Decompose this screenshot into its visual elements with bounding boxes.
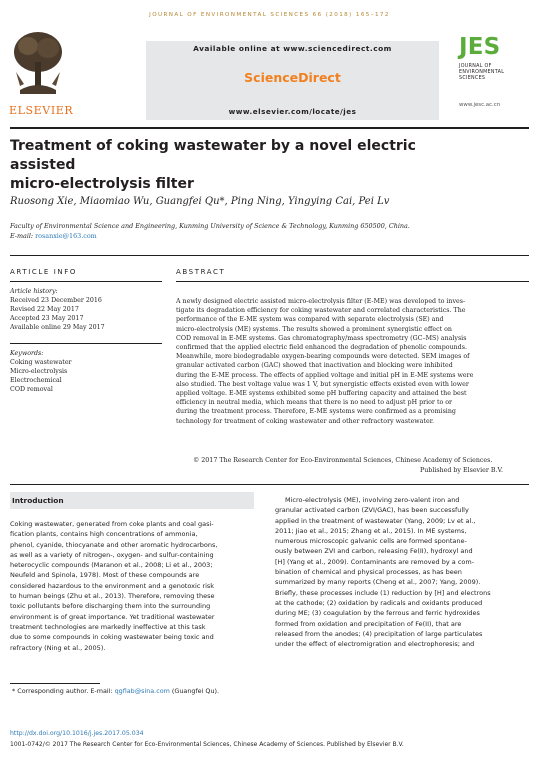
jes-sub-line: SCIENCES <box>459 76 486 82</box>
article-info-rule <box>10 281 162 282</box>
title-line: Treatment of coking wastewater by a novel electric assisted <box>10 138 416 173</box>
body-text-line: under the effect of electromigration and electrophoresis; and <box>275 640 475 649</box>
abstract-line: Meanwhile, more biodegradable oxygen-bearing compounds were detected. SEM images of <box>176 353 470 361</box>
abstract-line: also studied. The best voltage value was 1 V, but synergistic effects existed even with lower <box>176 380 469 388</box>
abstract-body <box>176 297 520 426</box>
jes-logo-subtitle <box>459 64 504 83</box>
abstract-line: confirmed that the applied electric field enhanced the degradation of phenolic compounds. <box>176 344 467 352</box>
corresponding-author-footnote <box>12 687 219 695</box>
body-text-line: Coking wastewater, generated from coke plants and coal gasi- <box>10 520 214 528</box>
abstract-line: micro-electrolysis (ME) systems. The results showed a prominent synergistic effect on <box>176 325 452 333</box>
body-text-line: environment is of great importance. Yet traditional wastewater <box>10 612 215 621</box>
body-text-line: numerous microscopic galvanic cells are formed spontane- <box>275 537 467 546</box>
elsevier-wordmark: ELSEVIER <box>9 104 74 117</box>
footnote-email-link[interactable]: qgflab@sina.com <box>114 687 170 695</box>
article-info-heading: ARTICLE INFO <box>10 268 77 276</box>
body-text-line: 2011; Jiao et al., 2015; Zhang et al., 2015). In ME systems, <box>275 526 467 535</box>
abstract-line: A newly designed electric assisted micro-electrolysis filter (E-ME) was developed to inves- <box>176 298 466 305</box>
abstract-rule <box>176 281 529 282</box>
body-text-line: ously between ZVI and carbon, releasing Fe(II), hydroxyl and <box>275 547 473 556</box>
body-text-line: to human beings (Zhu et al., 2013). Therefore, removing these <box>10 592 215 601</box>
keyword-item: COD removal <box>10 386 53 393</box>
jes-url[interactable]: www.jesc.ac.cn <box>459 102 501 108</box>
abstract-published-by: Published by Elsevier B.V. <box>420 467 503 474</box>
keyword-item: Micro-electrolysis <box>10 368 68 375</box>
abstract-line: COD removal in E-ME systems. Gas chromatography/mass spectrometry (GC–MS) analysis <box>176 334 467 342</box>
body-text-line: Neufeld and Spinola, 1978). Most of these compounds are <box>10 571 200 580</box>
body-text-line: fication plants, contains high concentrations of ammonia, <box>10 530 198 539</box>
article-history <box>10 287 162 332</box>
footnote-rule <box>10 683 100 684</box>
affiliation <box>10 222 529 241</box>
keywords-rule <box>10 343 162 344</box>
keyword-item: Coking wastewater <box>10 359 72 366</box>
article-title <box>10 137 480 194</box>
abstract-line: technology for treatment of coking wastewater and other refractory wastewater. <box>176 417 435 425</box>
body-text-line: summarized by many reports (Cheng et al., 2007; Yang, 2009). <box>275 578 481 587</box>
jes-sub-line: JOURNAL OF <box>459 64 492 69</box>
body-text-line: applied in the treatment of wastewater (Yang, 2009; Lv et al., <box>275 516 476 525</box>
title-line: micro-electrolysis filter <box>10 176 194 192</box>
body-text-line: Micro-electrolysis (ME), involving zero-valent iron and <box>285 496 460 504</box>
keyword-item: Electrochemical <box>10 377 62 384</box>
keywords-label: Keywords: <box>10 350 44 357</box>
history-item: Revised 22 May 2017 <box>10 306 79 313</box>
issn-copyright-line: 1001-0742/© 2017 The Research Center for Eco-Environmental Sciences, Chinese Academy of Sciences. Published by Elsevier B.V. <box>10 741 404 748</box>
author-list: Ruosong Xie, Miaomiao Wu, Guangfei Qu*, Ping Ning, Yingying Cai, Pei Lv <box>10 196 390 207</box>
body-text-line: [H] (Yang et al., 2009). Contaminants are removed by a com- <box>275 557 475 566</box>
sciencedirect-logo[interactable]: ScienceDirect <box>244 70 341 85</box>
affiliation-divider <box>10 255 529 256</box>
abstract-line: applied voltage. E-ME systems exhibited some pH buffering capacity and attained the best <box>176 390 467 398</box>
abstract-heading: ABSTRACT <box>176 268 226 276</box>
history-label: Article history: <box>10 288 58 295</box>
body-text-line: treatment technologies are markedly ineffective at this task <box>10 622 206 631</box>
banner-available-online[interactable]: Available online at www.sciencedirect.com <box>193 44 392 53</box>
banner-journal-url[interactable]: www.elsevier.com/locate/jes <box>228 107 357 116</box>
running-head: JOURNAL OF ENVIRONMENTAL SCIENCES 66 (2018) 165–172 <box>149 12 390 18</box>
abstract-line: tigate its degradation efficiency for coking wastewater and correlated characteristics. The <box>176 307 466 315</box>
body-text-line: at the cathode; (2) oxidation by radicals and oxidants produced <box>275 598 483 607</box>
body-text-line: toxic pollutants before discharging them into the surrounding <box>10 602 211 611</box>
header-divider <box>10 127 529 129</box>
body-text-line: granular activated carbon (ZVI/GAC), has been successfully <box>275 506 469 515</box>
introduction-left-column <box>10 519 258 653</box>
body-text-line: as well as a variety of nitrogen-, oxygen- and sulfur-containing <box>10 550 214 559</box>
keywords <box>10 349 162 394</box>
abstract-line: performance of the E-ME system was compared with separate electrolysis (SE) and <box>176 316 444 324</box>
body-text-line: Briefly, these processes include (1) reduction by [H] and electrons <box>275 588 491 597</box>
history-item: Received 23 December 2016 <box>10 297 102 304</box>
body-text-line: formed from oxidation and precipitation of Fe(II), that are <box>275 619 462 628</box>
introduction-right-column <box>275 495 529 649</box>
body-text-line: due to some compounds in coking wastewater being toxic and <box>10 633 214 642</box>
abstract-line: during the E-ME process. The effects of applied voltage and initial pH in E-ME systems were <box>176 371 474 379</box>
introduction-heading: Introduction <box>12 496 64 505</box>
abstract-line: granular activated carbon (GAC) showed that inactivation and blocking were inhibited <box>176 362 453 370</box>
doi-link[interactable]: http://dx.doi.org/10.1016/j.jes.2017.05.034 <box>10 730 144 737</box>
elsevier-tree-logo <box>10 28 66 98</box>
body-text-line: during ME; (3) coagulation by the ferrous and ferric hydroxides <box>275 609 480 618</box>
author-email-link[interactable]: rosanxie@163.com <box>35 231 97 240</box>
abstract-line: during the treatment process. Therefore, E-ME systems were confirmed as a promising <box>176 408 456 416</box>
body-text-line: considered hazardous to the environment and a genotoxic risk <box>10 581 215 590</box>
abstract-divider <box>10 484 529 485</box>
body-text-line: heterocyclic compounds (Maranon et al., 2008; Li et al., 2003; <box>10 561 213 570</box>
email-label: E-mail: <box>10 231 36 240</box>
body-text-line: refractory (Ning et al., 2005). <box>10 643 106 652</box>
history-item: Available online 29 May 2017 <box>10 324 105 331</box>
affiliation-text: Faculty of Environmental Science and Engineering, Kunming University of Science & Technology, Kunming 650500, China. <box>10 222 410 230</box>
history-item: Accepted 23 May 2017 <box>10 315 84 322</box>
body-text-line: phenol, cyanide, thiocyanate and other aromatic hydrocarbons, <box>10 540 218 549</box>
abstract-copyright: © 2017 The Research Center for Eco-Environmental Sciences, Chinese Academy of Sciences. <box>193 457 493 464</box>
footnote-prefix: * Corresponding author. E-mail: <box>12 687 115 695</box>
body-text-line: bination of chemical and physical processes, as has been <box>275 568 462 577</box>
footnote-suffix: (Guangfei Qu). <box>169 687 220 695</box>
jes-sub-line: ENVIRONMENTAL <box>459 70 505 76</box>
jes-logo: JES <box>459 34 501 60</box>
abstract-line: efficiency in neutral media, which means that there is no need to adjust pH prior to or <box>176 399 453 407</box>
body-text-line: released from the anodes; (4) precipitation of large particulates <box>275 629 483 638</box>
